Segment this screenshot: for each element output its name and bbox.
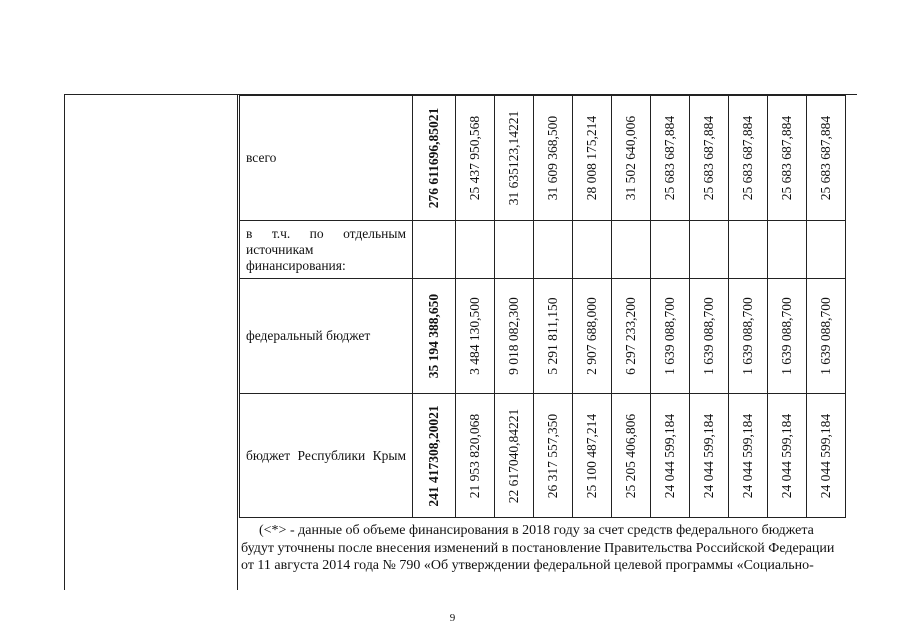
year-value: 1 639 088,700 [818,297,833,375]
year-value: 24 044 599,184 [740,413,755,498]
row-label: бюджет Республики Крым [240,394,413,518]
year-value-cell [573,96,612,221]
year-value: 31 502 640,006 [623,115,638,201]
year-value-cell [729,221,768,279]
financing-table [239,95,846,518]
total-cell [413,279,456,394]
row-label: всего [240,96,413,221]
year-value-cell [807,279,846,394]
year-value: 25 100 487,214 [584,413,599,498]
year-value-cell [651,221,690,279]
year-value-cell [612,279,651,394]
total-cell [413,394,456,518]
year-value-cell [456,279,495,394]
year-value-cell [768,279,807,394]
year-value-cell [807,221,846,279]
table-row [240,394,846,518]
year-value-cell [768,221,807,279]
year-value: 24 044 599,184 [818,413,833,498]
year-value: 3 484 130,500 [467,297,482,375]
year-value: 24 044 599,184 [701,413,716,498]
footnote [241,522,854,575]
footnote-line-1: (<*> - данные об объеме финансирования в 2018 году за счет средств федерального бюджета [259,523,814,538]
year-value: 31 609 368,500 [545,115,560,201]
year-value: 2 907 688,000 [584,297,599,375]
year-value-cell [612,221,651,279]
total-value: 276 611696,85021 [426,107,441,209]
year-value-cell [651,279,690,394]
year-value-cell [807,96,846,221]
table-row [240,221,846,279]
year-value: 25 683 687,884 [701,115,716,201]
row-label: в т.ч. по отдельным источникам финансирования: [240,221,413,279]
year-value: 25 437 950,568 [467,115,482,201]
year-value: 25 683 687,884 [740,115,755,201]
total-cell [413,96,456,221]
year-value-cell [495,221,534,279]
year-value: 1 639 088,700 [740,297,755,375]
table-row [240,279,846,394]
year-value: 24 044 599,184 [779,413,794,498]
year-value-cell [690,221,729,279]
year-value-cell [729,394,768,518]
year-value-cell [729,279,768,394]
year-value-cell [612,394,651,518]
year-value-cell [573,394,612,518]
year-value-cell [534,394,573,518]
year-value: 25 683 687,884 [818,115,833,201]
year-value-cell [612,96,651,221]
table-row [240,96,846,221]
year-value-cell [651,96,690,221]
total-cell [413,221,456,279]
year-value-cell [495,279,534,394]
year-value-cell [573,221,612,279]
row-label: федеральный бюджет [240,279,413,394]
total-value: 35 194 388,650 [426,293,441,379]
year-value: 26 317 557,350 [545,413,560,498]
year-value-cell [534,221,573,279]
year-value-cell [495,394,534,518]
year-value: 28 008 175,214 [584,115,599,201]
page-number: 9 [449,612,456,624]
footnote-line-2: будут уточнены после внесения изменений в постановление Правительства Российской Федерации [241,540,835,556]
year-value: 31 635123,14221 [506,110,521,206]
year-value: 25 683 687,884 [779,115,794,201]
year-value-cell [690,96,729,221]
year-value-cell [690,279,729,394]
year-value: 6 297 233,200 [623,297,638,375]
total-value: 241 417308,20021 [426,404,441,507]
year-value: 1 639 088,700 [662,297,677,375]
year-value: 21 953 820,068 [467,413,482,498]
year-value: 22 617040,84221 [506,408,521,503]
year-value-cell [456,221,495,279]
year-value-cell [690,394,729,518]
year-value: 1 639 088,700 [701,297,716,375]
year-value: 5 291 811,150 [545,297,560,375]
year-value: 25 205 406,806 [623,413,638,498]
year-value-cell [456,96,495,221]
year-value-cell [534,96,573,221]
year-value-cell [768,96,807,221]
year-value-cell [807,394,846,518]
year-value-cell [573,279,612,394]
year-value: 9 018 082,300 [506,297,521,375]
year-value-cell [456,394,495,518]
year-value-cell [495,96,534,221]
frame-left-line [64,94,65,590]
year-value: 25 683 687,884 [662,115,677,201]
year-value-cell [729,96,768,221]
year-value-cell [651,394,690,518]
year-value: 1 639 088,700 [779,297,794,375]
year-value-cell [768,394,807,518]
frame-column-divider [237,94,238,590]
year-value-cell [534,279,573,394]
footnote-line-3: от 11 августа 2014 года № 790 «Об утверждении федеральной целевой программы «Социально- [241,558,814,573]
year-value: 24 044 599,184 [662,413,677,498]
